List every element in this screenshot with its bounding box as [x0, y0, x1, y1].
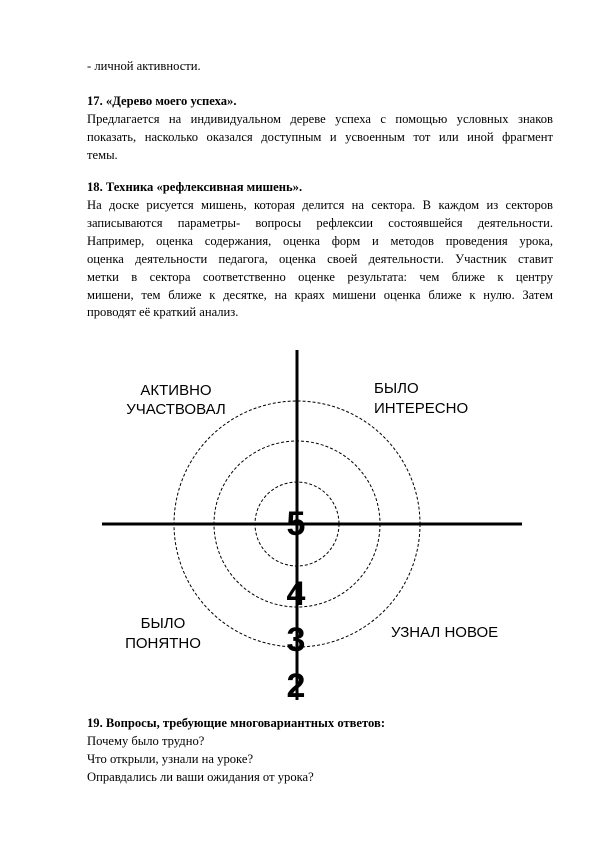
scale-number-2: 2 — [286, 667, 306, 705]
section-18-heading: 18. Техника «рефлексивная мишень». — [87, 180, 303, 194]
section-18-line-3: Например, оценка содержания, оценка форм и методов проведения урока, — [87, 234, 553, 248]
section-19-heading: 19. Вопросы, требующие многовариантных ответов: — [87, 716, 386, 730]
section-17-heading: 17. «Дерево моего успеха». — [87, 94, 237, 108]
scale-number-3: 3 — [286, 621, 306, 659]
section-19-question-3: Оправдались ли ваши ожидания от урока? — [87, 770, 314, 784]
section-18-line-7: проводят её краткий анализ. — [87, 305, 239, 319]
section-19-question-1: Почему было трудно? — [87, 734, 205, 748]
section-18-line-1: На доске рисуется мишень, которая делится на сектора. В каждом из секторов — [87, 198, 553, 212]
section-18-line-4: оценка деятельности педагога, оценка своей деятельности. Участник ставит — [87, 252, 553, 266]
intro-line: - личной активности. — [87, 59, 201, 73]
section-17-line-2: показать, насколько оказался доступным и усвоенным тот или иной фрагмент — [87, 130, 553, 144]
section-18-line-2: записываются параметры- вопросы рефлексии состоявшейся деятельности. — [87, 216, 553, 230]
section-18-line-6: мишени, тем ближе к десятке, на краях мишени оценка ближе к нулю. Затем — [87, 288, 553, 302]
quadrant-top-right-line-1: БЫЛО — [374, 380, 419, 397]
section-19-question-2: Что открыли, узнали на уроке? — [87, 752, 254, 766]
scale-number-4: 4 — [286, 575, 306, 613]
quadrant-top-left-line-1: АКТИВНО — [140, 382, 212, 399]
section-18-line-5: метки в сектора соответственно оценке результата: чем ближе к центру — [87, 270, 553, 284]
section-17-line-1: Предлагается на индивидуальном дереве успеха с помощью условных знаков — [87, 112, 553, 126]
quadrant-bottom-right-line-1: УЗНАЛ НОВОЕ — [391, 624, 499, 641]
quadrant-bottom-left-line-1: БЫЛО — [140, 615, 186, 632]
quadrant-top-right-line-2: ИНТЕРЕСНО — [374, 400, 469, 417]
quadrant-bottom-left-line-2: ПОНЯТНО — [125, 635, 201, 652]
section-17-line-3: темы. — [87, 148, 118, 162]
scale-number-5: 5 — [286, 505, 306, 543]
quadrant-top-left-line-2: УЧАСТВОВАЛ — [126, 401, 226, 418]
